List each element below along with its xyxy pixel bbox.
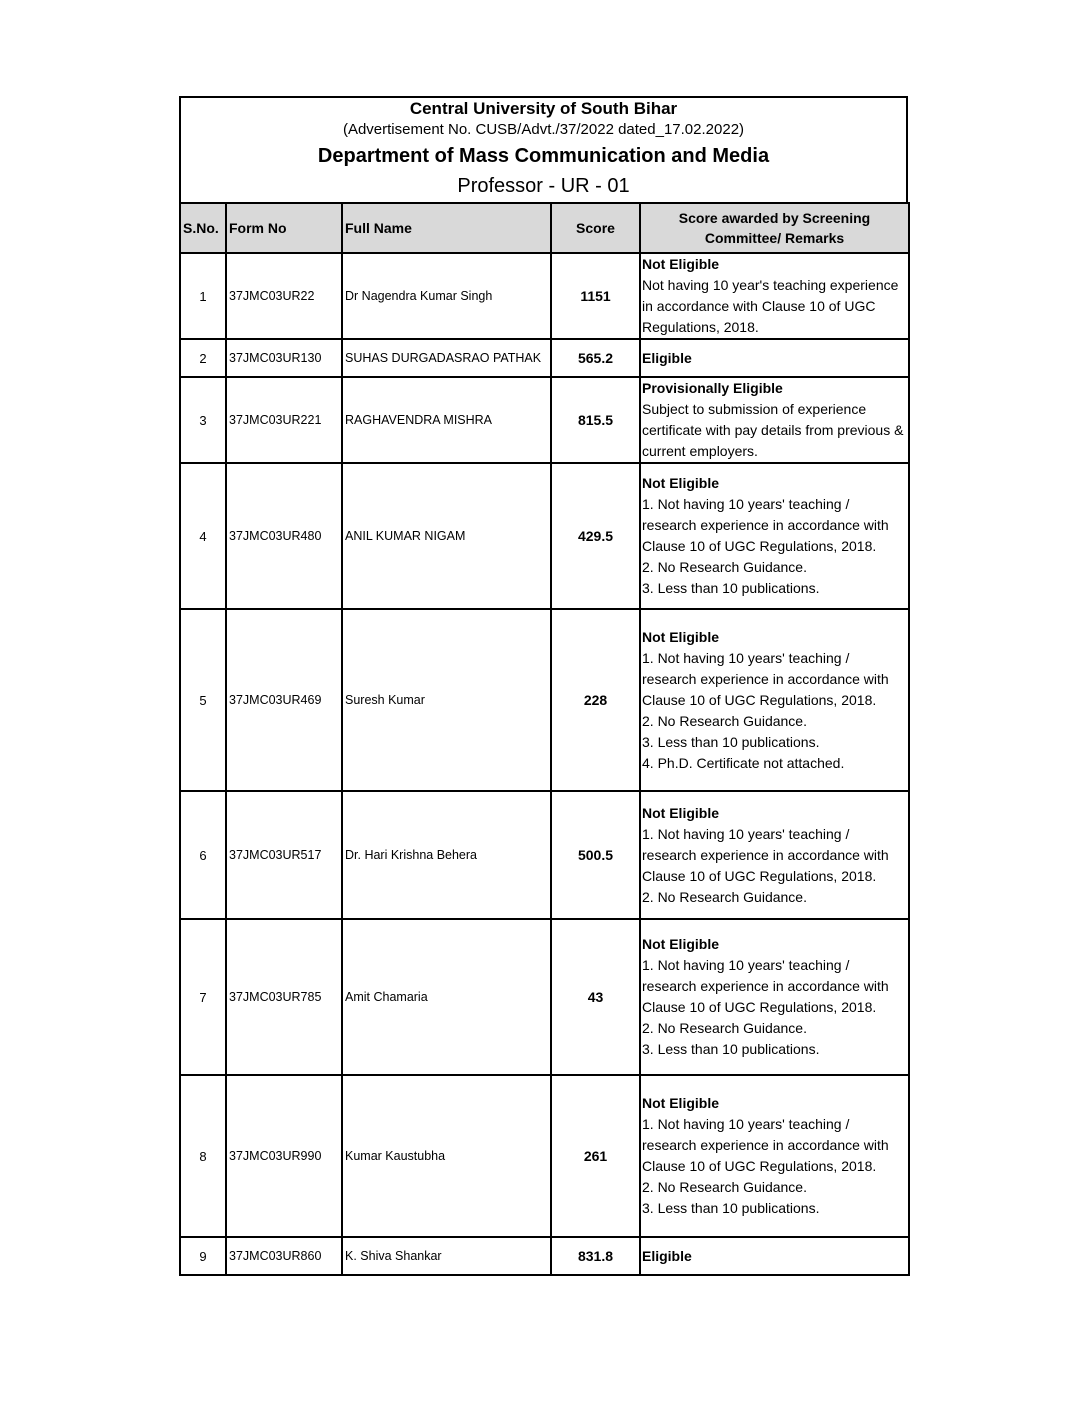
column-header-form-no: Form No xyxy=(226,203,342,253)
table-row xyxy=(180,377,909,463)
cell-sno: 4 xyxy=(180,463,226,609)
cell-score: 500.5 xyxy=(551,791,640,919)
remark-line: 2. No Research Guidance. xyxy=(642,559,807,575)
screening-sheet xyxy=(179,96,908,1276)
remark-line: 1. Not having 10 years' teaching / research experience in accordance with Clause 10 of UGC Regulations, 2018. xyxy=(642,649,889,708)
cell-sno: 3 xyxy=(180,377,226,463)
eligibility-status: Not Eligible xyxy=(642,475,719,491)
cell-sno: 8 xyxy=(180,1075,226,1237)
cell-form-no: 37JMC03UR480 xyxy=(226,463,342,609)
cell-score: 429.5 xyxy=(551,463,640,609)
remark-line: 3. Less than 10 publications. xyxy=(642,1041,820,1057)
table-row xyxy=(180,1075,909,1237)
cell-remarks xyxy=(640,609,909,791)
cell-sno: 1 xyxy=(180,253,226,339)
cell-sno: 7 xyxy=(180,919,226,1075)
column-header-sno: S.No. xyxy=(180,203,226,253)
eligibility-status: Not Eligible xyxy=(642,804,719,821)
cell-score: 261 xyxy=(551,1075,640,1237)
document-header xyxy=(179,96,908,202)
cell-full-name: Amit Chamaria xyxy=(342,919,551,1075)
eligibility-status: Not Eligible xyxy=(642,1095,719,1111)
cell-score: 228 xyxy=(551,609,640,791)
cell-form-no: 37JMC03UR469 xyxy=(226,609,342,791)
eligibility-status: Not Eligible xyxy=(642,936,719,952)
cell-full-name: RAGHAVENDRA MISHRA xyxy=(342,377,551,463)
cell-score: 1151 xyxy=(551,253,640,339)
cell-form-no: 37JMC03UR130 xyxy=(226,339,342,377)
remark-line: 1. Not having 10 years' teaching / research experience in accordance with Clause 10 of UGC Regulations, 2018. xyxy=(642,496,889,554)
cell-full-name: Kumar Kaustubha xyxy=(342,1075,551,1237)
cell-sno: 6 xyxy=(180,791,226,919)
remark-line: 1. Not having 10 years' teaching / research experience in accordance with Clause 10 of UGC Regulations, 2018. xyxy=(642,825,889,884)
eligibility-status: Eligible xyxy=(642,349,692,366)
cell-remarks xyxy=(640,919,909,1075)
cell-remarks xyxy=(640,1075,909,1237)
cell-remarks xyxy=(640,253,909,339)
table-row xyxy=(180,919,909,1075)
department-title: Department of Mass Communication and Media xyxy=(317,145,770,167)
remark-line: 1. Not having 10 years' teaching / research experience in accordance with Clause 10 of UGC Regulations, 2018. xyxy=(642,957,889,1015)
cell-form-no: 37JMC03UR22 xyxy=(226,253,342,339)
cell-full-name: ANIL KUMAR NIGAM xyxy=(342,463,551,609)
cell-form-no: 37JMC03UR517 xyxy=(226,791,342,919)
cell-remarks xyxy=(640,377,909,463)
remark-line: 2. No Research Guidance. xyxy=(642,888,807,905)
cell-full-name: Dr Nagendra Kumar Singh xyxy=(342,253,551,339)
cell-remarks xyxy=(640,463,909,609)
cell-score: 565.2 xyxy=(551,339,640,377)
cell-remarks xyxy=(640,339,909,377)
cell-score: 815.5 xyxy=(551,377,640,463)
remark-line: Subject to submission of experience certificate with pay details from previous & current employers. xyxy=(642,401,904,459)
column-header-full-name: Full Name xyxy=(342,203,551,253)
cell-remarks xyxy=(640,791,909,919)
remark-line: 3. Less than 10 publications. xyxy=(642,580,820,596)
cell-remarks xyxy=(640,1237,909,1275)
cell-form-no: 37JMC03UR785 xyxy=(226,919,342,1075)
cell-full-name: Dr. Hari Krishna Behera xyxy=(342,791,551,919)
cell-score: 43 xyxy=(551,919,640,1075)
cell-full-name: SUHAS DURGADASRAO PATHAK xyxy=(342,339,551,377)
table-body xyxy=(180,253,909,1275)
remark-line: 1. Not having 10 years' teaching / research experience in accordance with Clause 10 of UGC Regulations, 2018. xyxy=(642,1116,889,1174)
post-title: Professor - UR - 01 xyxy=(457,175,630,197)
table-row xyxy=(180,1237,909,1275)
cell-form-no: 37JMC03UR990 xyxy=(226,1075,342,1237)
remark-line: 2. No Research Guidance. xyxy=(642,1020,807,1036)
remark-line: 3. Less than 10 publications. xyxy=(642,1200,820,1216)
cell-full-name: K. Shiva Shankar xyxy=(342,1237,551,1275)
table-header-row xyxy=(180,203,909,253)
remark-line: 4. Ph.D. Certificate not attached. xyxy=(642,754,845,771)
screening-table xyxy=(179,202,910,1276)
cell-form-no: 37JMC03UR860 xyxy=(226,1237,342,1275)
advertisement-line: (Advertisement No. CUSB/Advt./37/2022 dated_17.02.2022) xyxy=(342,121,745,138)
cell-sno: 5 xyxy=(180,609,226,791)
table-row xyxy=(180,791,909,919)
table-row xyxy=(180,253,909,339)
table-row xyxy=(180,339,909,377)
eligibility-status: Eligible xyxy=(642,1247,692,1264)
eligibility-status: Provisionally Eligible xyxy=(642,380,783,396)
cell-full-name: Suresh Kumar xyxy=(342,609,551,791)
cell-sno: 9 xyxy=(180,1237,226,1275)
remark-line: 3. Less than 10 publications. xyxy=(642,733,820,750)
column-header-remarks: Score awarded by Screening Committee/ Remarks xyxy=(640,203,909,253)
remark-line: 2. No Research Guidance. xyxy=(642,1179,807,1195)
eligibility-status: Not Eligible xyxy=(642,628,719,645)
column-header-score: Score xyxy=(551,203,640,253)
university-title: Central University of South Bihar xyxy=(409,99,678,118)
eligibility-status: Not Eligible xyxy=(642,256,719,272)
table-row xyxy=(180,463,909,609)
cell-score: 831.8 xyxy=(551,1237,640,1275)
remark-line: 2. No Research Guidance. xyxy=(642,712,807,729)
cell-sno: 2 xyxy=(180,339,226,377)
cell-form-no: 37JMC03UR221 xyxy=(226,377,342,463)
table-row xyxy=(180,609,909,791)
remark-line: Not having 10 year's teaching experience in accordance with Clause 10 of UGC Regulations, 2018. xyxy=(642,277,899,335)
